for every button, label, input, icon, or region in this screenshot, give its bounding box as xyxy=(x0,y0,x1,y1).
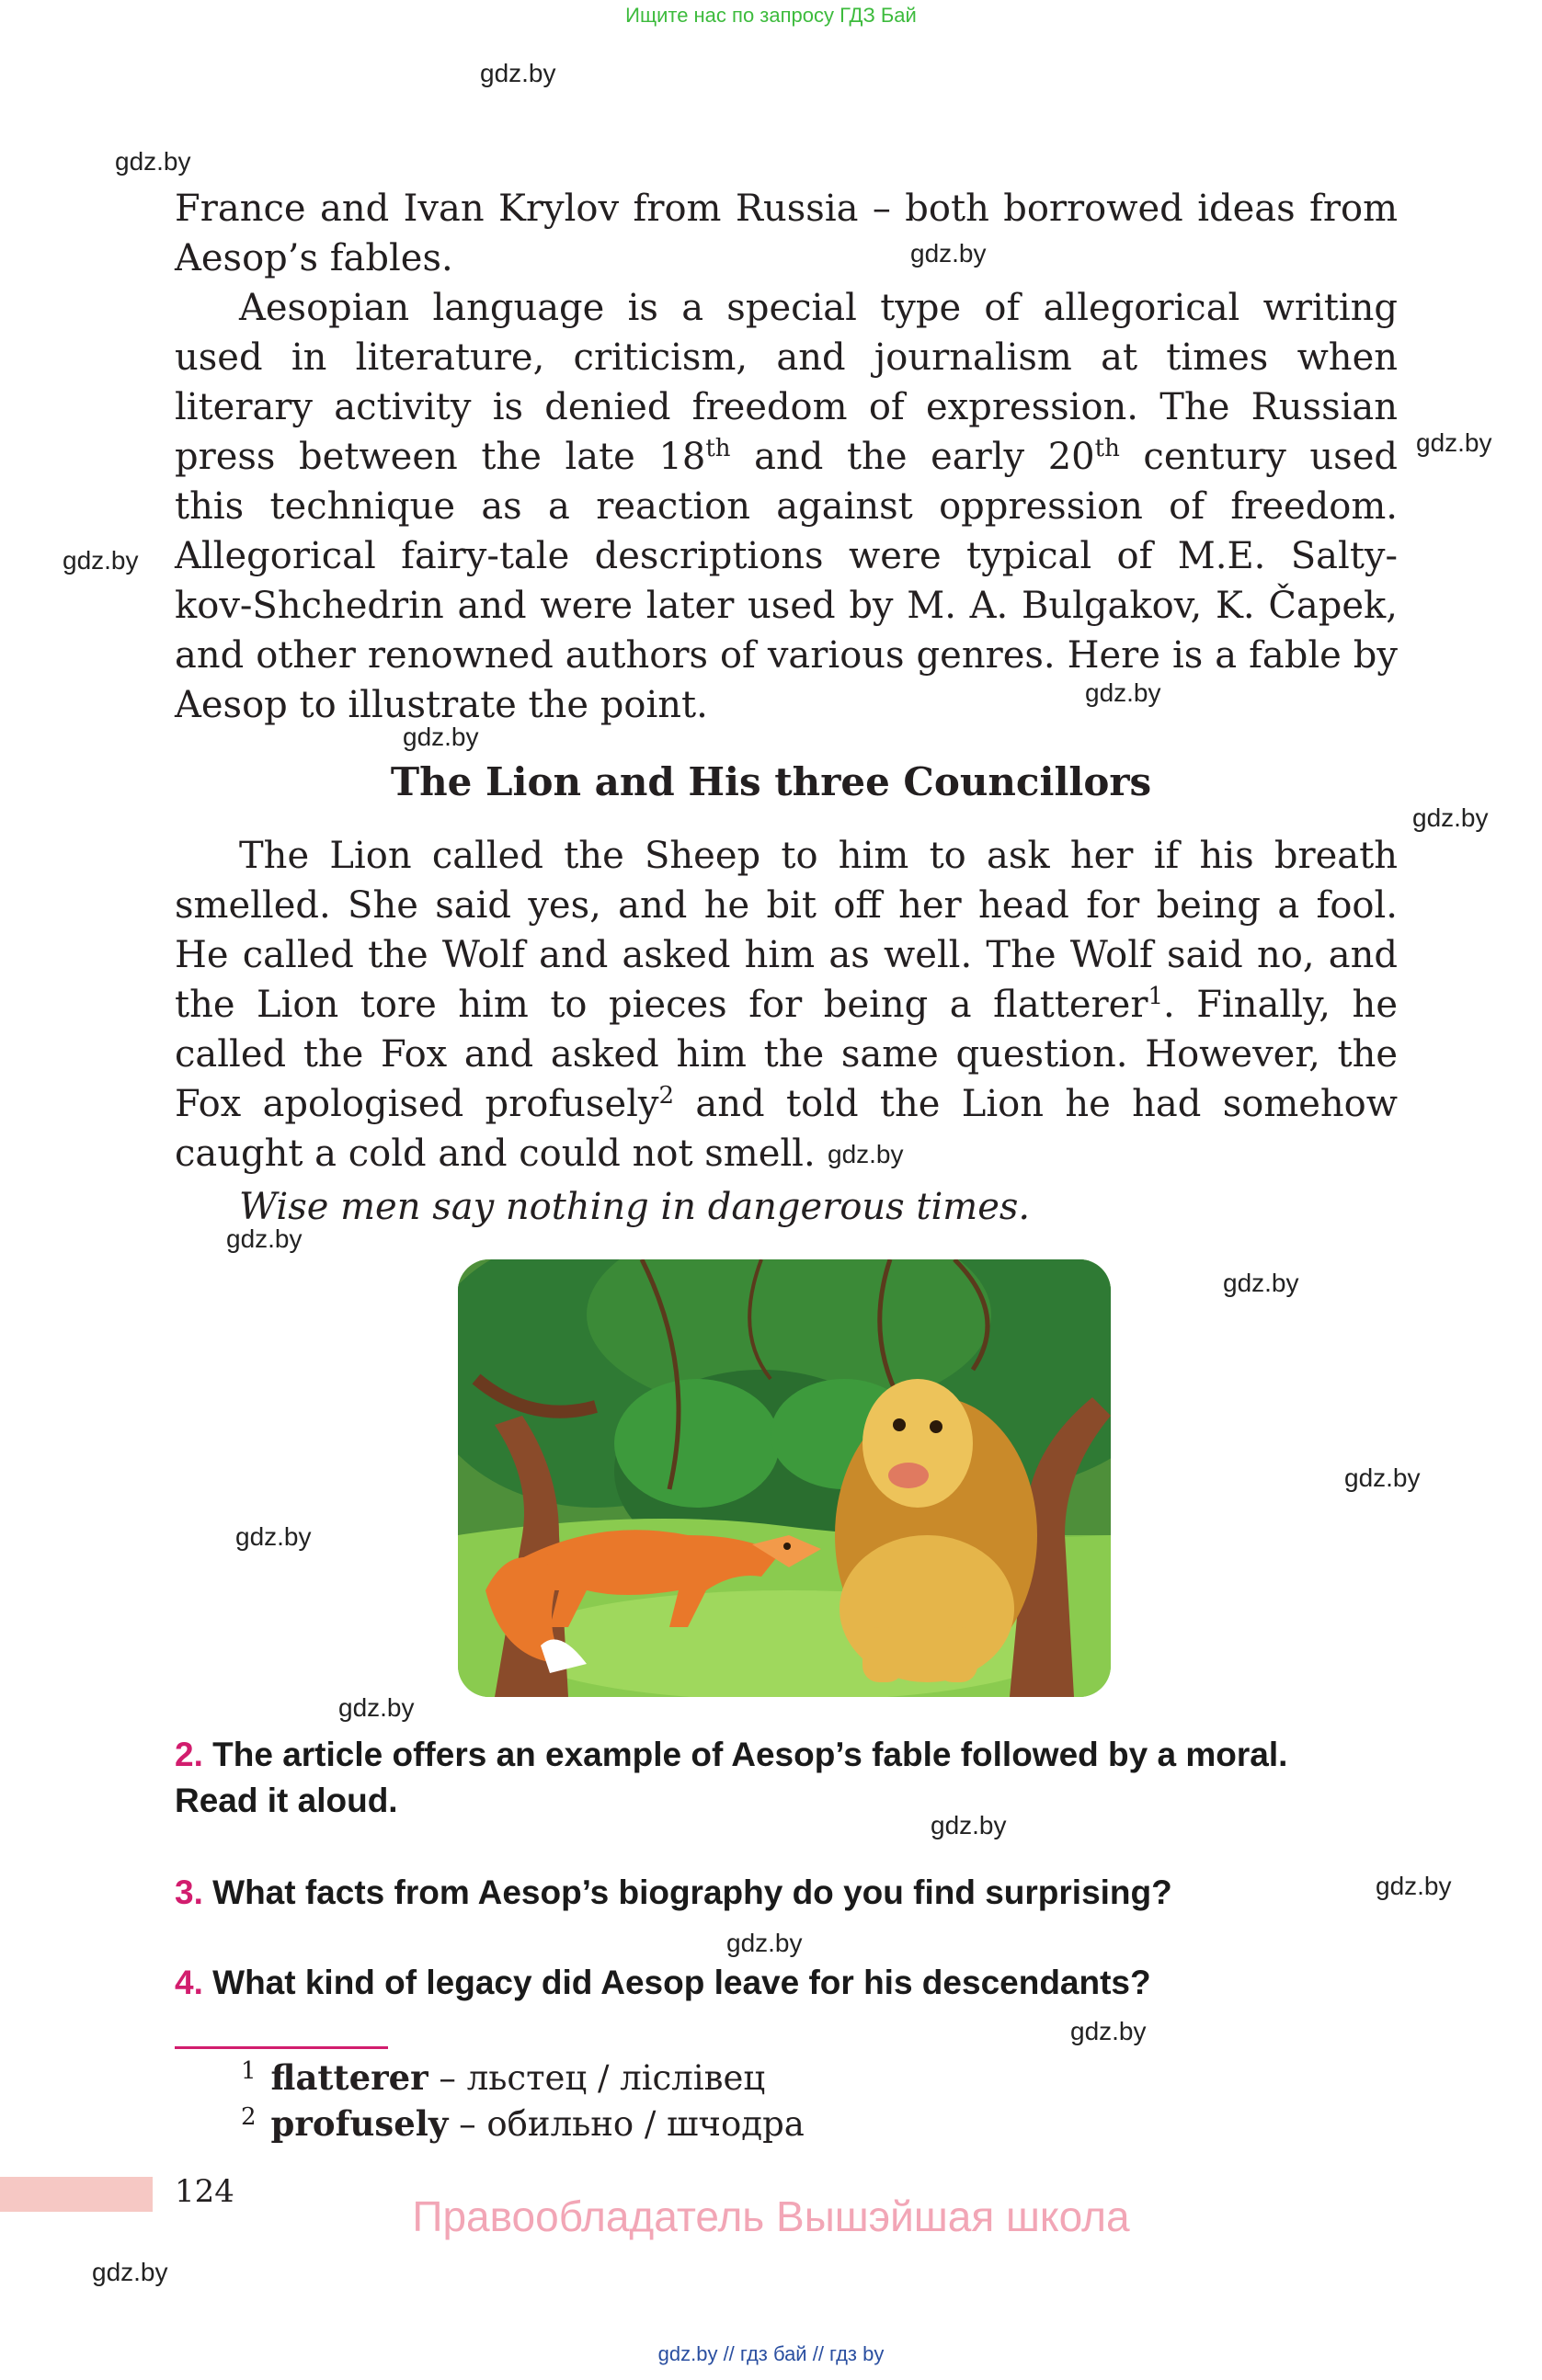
rights-holder: Правообладатель Вышэйшая школа xyxy=(412,2192,1130,2240)
text-line: France and Ivan Krylov from Russia – both borrowed ideas from xyxy=(175,188,1398,230)
watermark: gdz.by xyxy=(235,1522,312,1551)
text-line: Aesop’s fables. xyxy=(175,237,453,279)
text-line: called the Fox and asked him the same question. However, the xyxy=(175,1033,1398,1076)
watermark: gdz.by xyxy=(63,546,139,575)
watermark: gdz.by xyxy=(403,723,479,751)
text-line: He called the Wolf and asked him as well. The Wolf said no, and xyxy=(175,934,1398,976)
fable-text xyxy=(175,831,1398,1179)
watermark: gdz.by xyxy=(92,2258,168,2286)
text-fragment: Fox apologised profusely xyxy=(175,1083,659,1125)
footnote-ref: 1 xyxy=(1148,983,1163,1010)
question-3 xyxy=(175,1870,1172,1916)
question-4 xyxy=(175,1960,1151,2006)
question-text: The article offers an example of Aesop’s fable followed by a moral. xyxy=(212,1736,1288,1773)
watermark: gdz.by xyxy=(338,1693,415,1722)
superscript: th xyxy=(705,435,731,462)
question-2 xyxy=(175,1732,1287,1824)
footnote-number: 2 xyxy=(241,2103,257,2131)
watermark: gdz.by xyxy=(1223,1269,1299,1297)
footnote-number: 1 xyxy=(241,2057,257,2085)
fable-title: The Lion and His three Councillors xyxy=(390,759,1152,804)
watermark: gdz.by xyxy=(910,239,987,268)
text-line-with-superscripts xyxy=(175,432,1398,482)
lion-and-fox-image xyxy=(458,1259,1111,1697)
watermark: gdz.by xyxy=(115,147,191,176)
footnote-divider xyxy=(175,2046,388,2049)
watermark: gdz.by xyxy=(931,1811,1007,1839)
footnote-term: flatterer xyxy=(270,2057,428,2098)
text-line: Aesop to illustrate the point. xyxy=(175,684,708,726)
text-line-with-footnote xyxy=(175,980,1398,1030)
text-line: Aesopian language is a special type of allegorical writing xyxy=(239,287,1398,329)
text-line: caught a cold and could not smell. xyxy=(175,1133,816,1175)
footnote-ref: 2 xyxy=(658,1082,675,1110)
text-fragment: . Finally, he xyxy=(1163,984,1398,1026)
text-fragment: and told the Lion he had somehow xyxy=(674,1083,1399,1125)
text-line: and other renowned authors of various genres. Here is a fable by xyxy=(175,634,1398,677)
top-search-note: Ищите нас по запросу ГДЗ Бай xyxy=(625,4,917,27)
footer-links: gdz.by // гдз бай // гдз by xyxy=(657,2342,885,2365)
text-line: Allegorical fairy-tale descriptions were typical of M.E. Salty- xyxy=(175,535,1398,577)
text-fragment: century used xyxy=(1119,436,1398,478)
watermark: gdz.by xyxy=(828,1140,904,1168)
question-number: 3. xyxy=(175,1873,203,1911)
watermark: gdz.by xyxy=(1412,803,1489,832)
question-text: What kind of legacy did Aesop leave for his descendants? xyxy=(212,1964,1151,2001)
watermark: gdz.by xyxy=(1070,2017,1147,2045)
paragraph-continued xyxy=(175,184,1398,283)
text-line: The Lion called the Sheep to him to ask her if his breath xyxy=(239,835,1398,877)
footnote-2 xyxy=(241,2103,805,2144)
watermark: gdz.by xyxy=(726,1929,803,1957)
question-number: 2. xyxy=(175,1736,203,1773)
text-fragment: and the early 20 xyxy=(730,436,1095,478)
text-fragment: the Lion tore him to pieces for being a flatterer xyxy=(175,984,1148,1026)
watermark: gdz.by xyxy=(480,59,556,87)
fable-moral: Wise men say nothing in dangerous times. xyxy=(239,1186,1031,1228)
footnote-translation: – льстец / лiслiвец xyxy=(428,2058,766,2098)
text-line: this technique as a reaction against oppression of freedom. xyxy=(175,485,1398,528)
watermark: gdz.by xyxy=(1416,428,1492,457)
text-line: smelled. She said yes, and he bit off her head for being a fool. xyxy=(175,884,1398,927)
fable-illustration xyxy=(458,1259,1111,1697)
question-number: 4. xyxy=(175,1964,203,2001)
page-number: 124 xyxy=(175,2173,234,2210)
text-fragment: press between the late 18 xyxy=(175,436,706,478)
watermark: gdz.by xyxy=(1085,678,1161,707)
footnote-translation: – обильно / шчодра xyxy=(448,2104,805,2144)
paragraph-aesopian-language xyxy=(175,283,1398,730)
watermark: gdz.by xyxy=(1344,1463,1421,1492)
text-line: literary activity is denied freedom of expression. The Russian xyxy=(175,386,1398,428)
question-text: What facts from Aesop’s biography do you find surprising? xyxy=(212,1873,1172,1911)
text-line: kov-Shchedrin and were later used by M. A. Bulgakov, K. Čapek, xyxy=(175,585,1398,627)
text-line-with-footnote xyxy=(175,1079,1398,1129)
watermark: gdz.by xyxy=(1376,1872,1452,1900)
question-text: Read it aloud. xyxy=(175,1782,398,1819)
superscript: th xyxy=(1094,435,1120,462)
footnote-1 xyxy=(241,2057,765,2098)
footnote-term: profusely xyxy=(270,2103,449,2144)
text-line: used in literature, criticism, and journalism at times when xyxy=(175,336,1398,379)
watermark: gdz.by xyxy=(226,1224,303,1253)
